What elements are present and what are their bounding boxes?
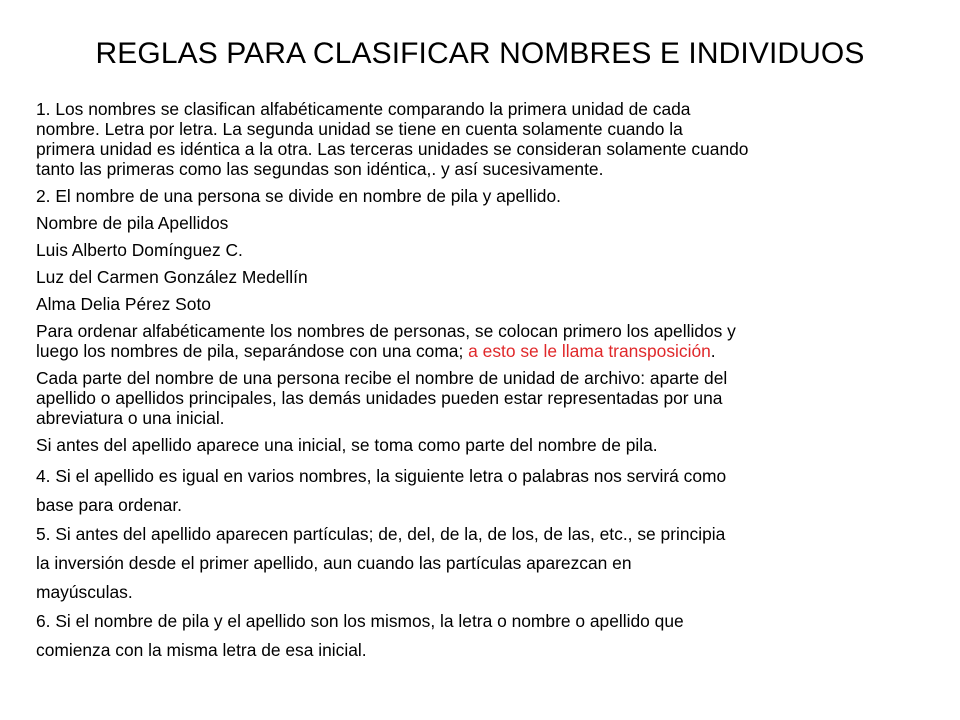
initial-rule-paragraph: Si antes del apellido aparece una inicial, se toma como parte del nombre de pila. bbox=[36, 435, 658, 455]
rule-5-paragraph: 5. Si antes del apellido aparecen partículas; de, del, de la, de los, de las, etc., se principia la inversión desde el primer apellido, aun cuando las partículas aparezcan en mayúsculas. bbox=[36, 524, 726, 602]
rule-6-paragraph: 6. Si el nombre de pila y el apellido son los mismos, la letra o nombre o apellido que comienza con la misma letra de esa inicial. bbox=[36, 611, 684, 660]
archive-unit-paragraph: Cada parte del nombre de una persona recibe el nombre de unidad de archivo: aparte del apellido o apellidos principales, las demás unidades pueden estar representadas por una abreviatura o una inicial. bbox=[36, 368, 728, 428]
rule-2-paragraph: 2. El nombre de una persona se divide en nombre de pila y apellido. bbox=[36, 186, 561, 206]
transposition-highlight: a esto se le llama transposición bbox=[468, 341, 711, 361]
name-example-1: Luis Alberto Domínguez C. bbox=[36, 240, 243, 260]
name-table-header: Nombre de pila Apellidos bbox=[36, 213, 229, 233]
transposition-text: Para ordenar alfabéticamente los nombres de personas, se colocan primero los apellidos y luego los nombres de pila, separándose con una coma; bbox=[36, 321, 736, 361]
rule-1-paragraph: 1. Los nombres se clasifican alfabéticamente comparando la primera unidad de cada nombre. Letra por letra. La segunda unidad se tiene en cuenta solamente cuando la primera unidad es idéntica a la otra. Las terceras unidades se consideran solamente cuando tanto las primeras como las segundas son idéntica,. y así sucesivamente. bbox=[36, 99, 749, 179]
name-example-3: Alma Delia Pérez Soto bbox=[36, 294, 211, 314]
name-example-2: Luz del Carmen González Medellín bbox=[36, 267, 308, 287]
rule-4-paragraph: 4. Si el apellido es igual en varios nombres, la siguiente letra o palabras nos servirá como base para ordenar. bbox=[36, 466, 727, 515]
slide-title: REGLAS PARA CLASIFICAR NOMBRES E INDIVIDUOS bbox=[95, 37, 865, 70]
transposition-paragraph bbox=[36, 321, 936, 361]
slide-body bbox=[36, 99, 936, 665]
transposition-end: . bbox=[710, 341, 716, 361]
